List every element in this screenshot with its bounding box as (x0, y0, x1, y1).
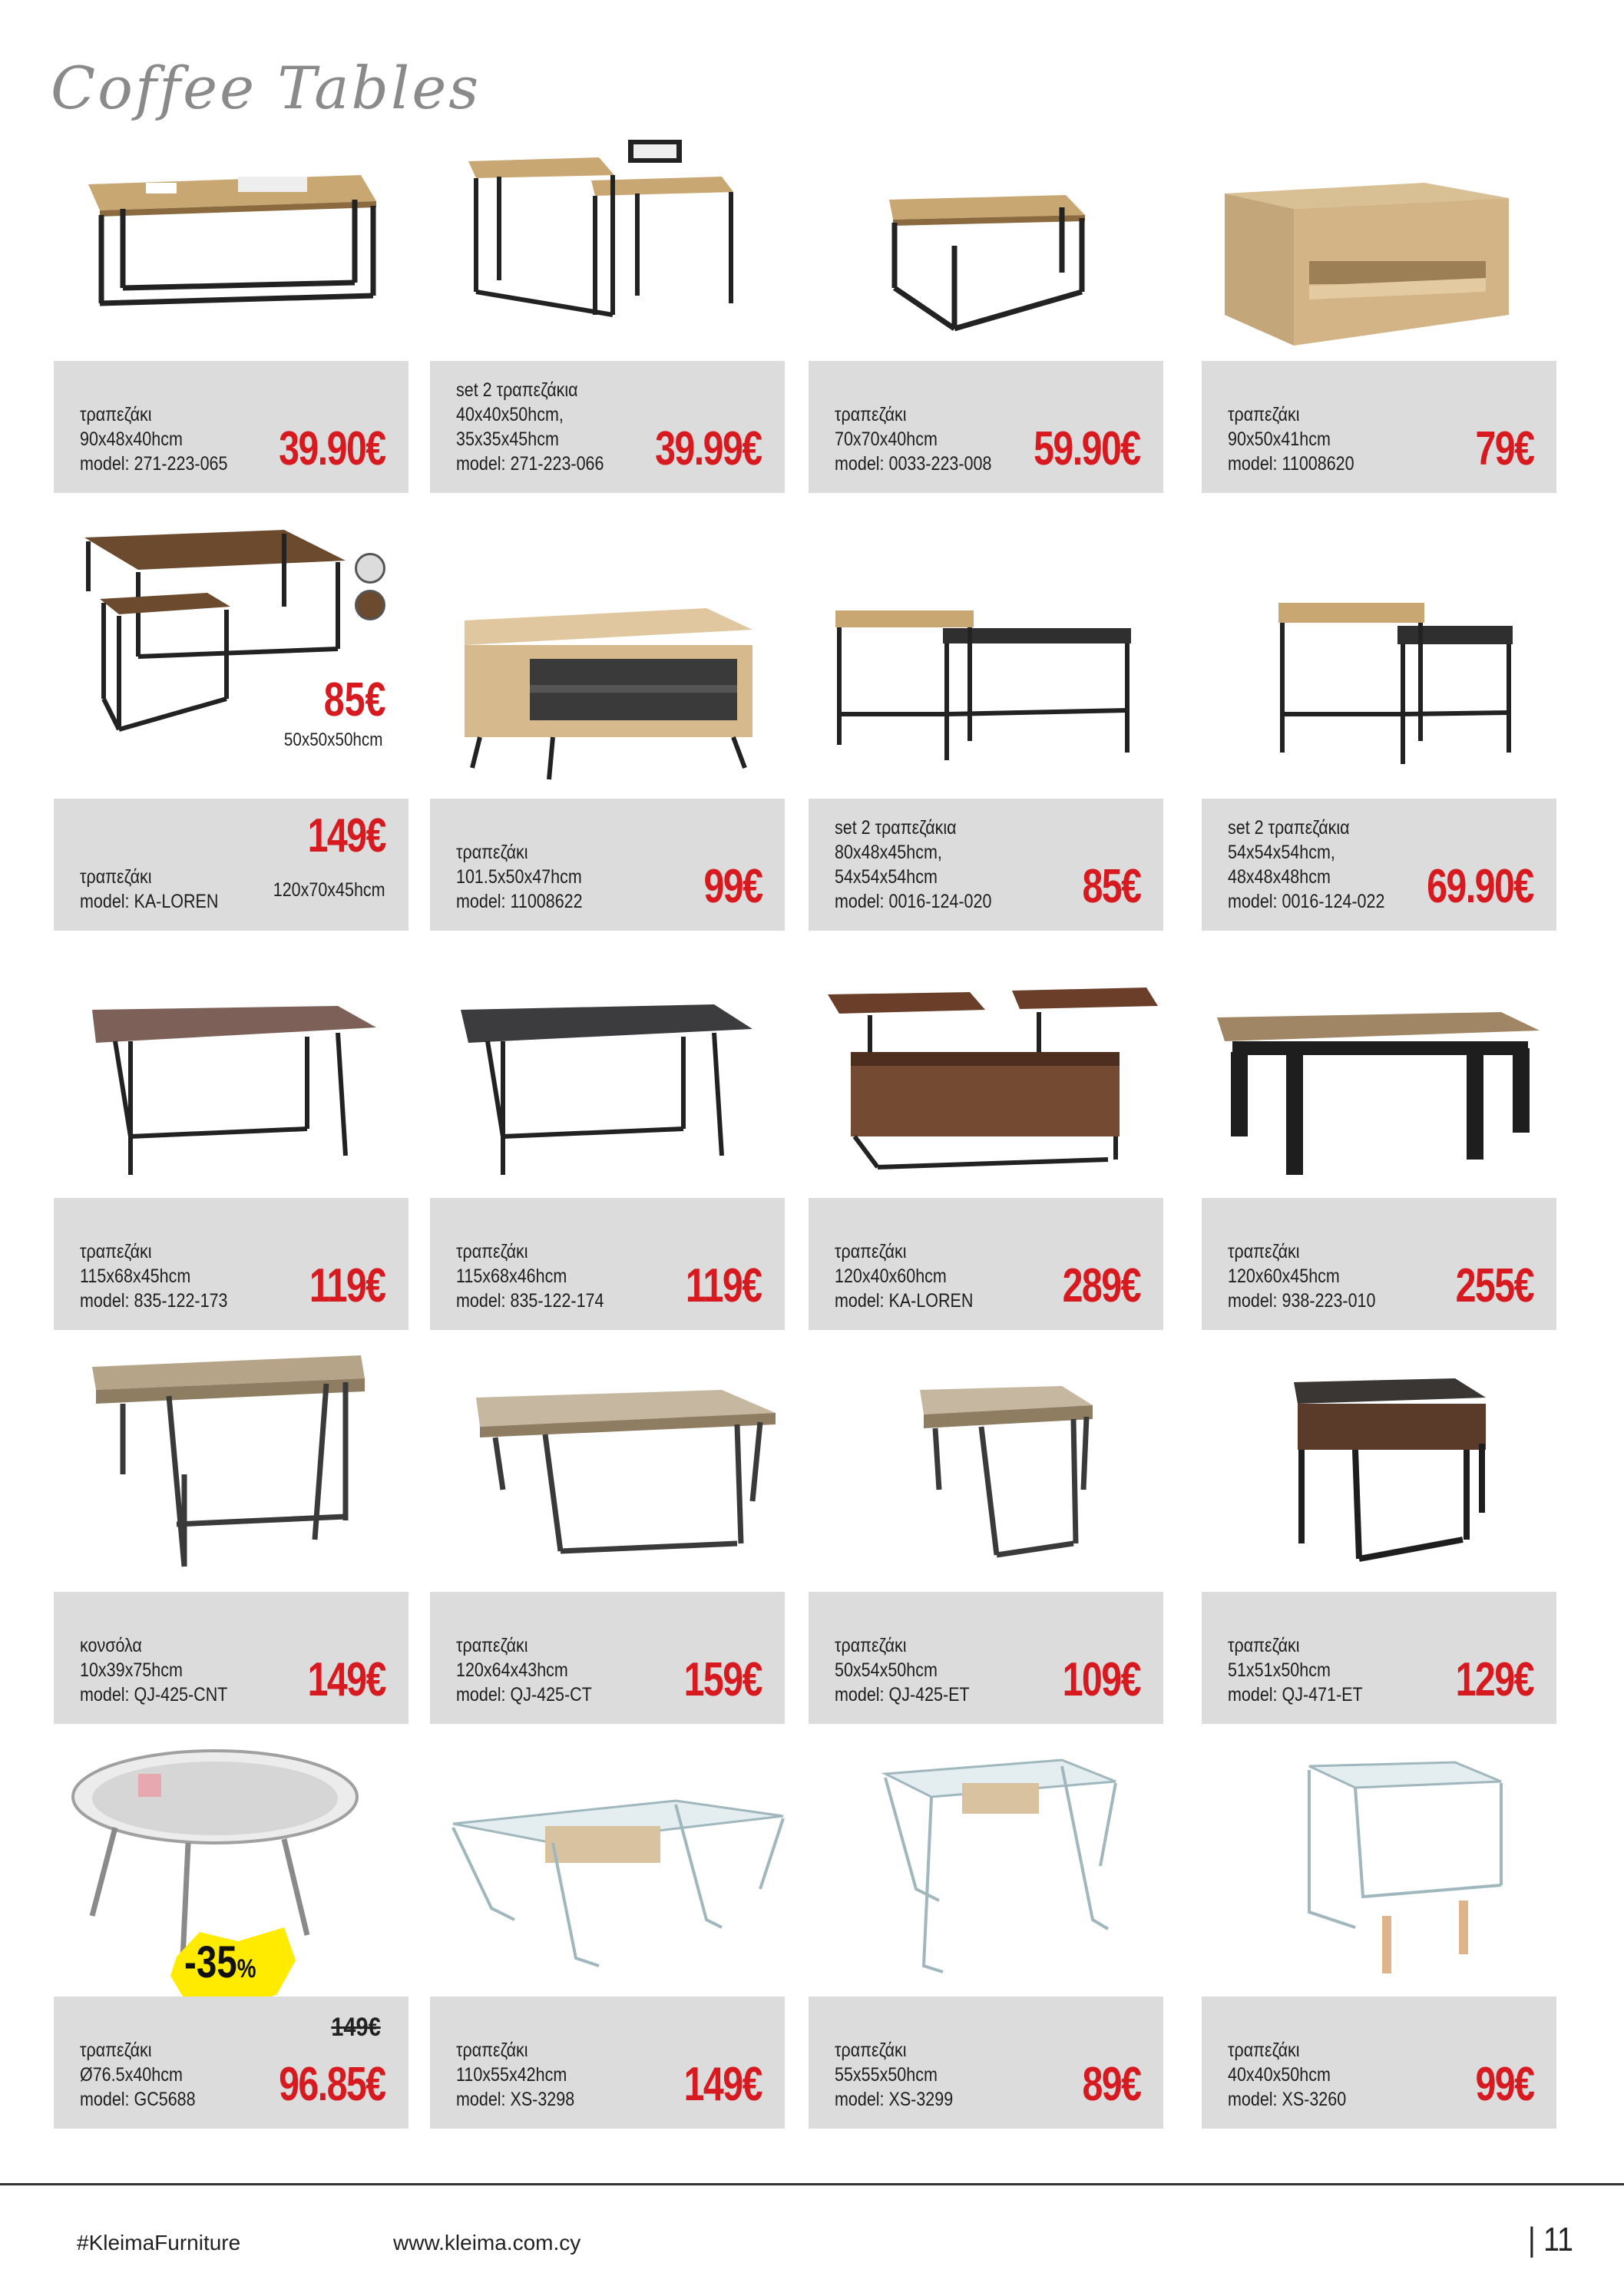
product-price: 69.90€ (1427, 860, 1533, 913)
product-description: τραπεζάκι 90x50x41hcm model: 11008620 (1228, 404, 1354, 475)
product-price: 119€ (309, 1259, 385, 1312)
product-price: 99€ (703, 860, 762, 913)
side-table-dims: 50x50x50hcm (283, 729, 382, 750)
product-price: 89€ (1081, 2058, 1140, 2111)
product-description: τραπεζάκι 120x60x45hcm model: 938-223-010 (1228, 1241, 1376, 1312)
product-description: set 2 τραπεζάκια 80x48x45hcm, 54x54x54hcm model: 0016-124-020 (835, 817, 992, 912)
product-price: 129€ (1455, 1653, 1533, 1706)
wooden-table-icon (1202, 138, 1556, 361)
table-set-icon (54, 522, 408, 799)
stone-side-table-icon (809, 1336, 1163, 1592)
rect-table-icon (54, 138, 408, 361)
product-info-panel (809, 1198, 1163, 1330)
product-description: τραπεζάκι 101.5x50x47hcm model: 11008622 (456, 842, 583, 912)
product-description: τραπεζάκι 40x40x50hcm model: XS-3260 (1228, 2040, 1347, 2110)
product-description: τραπεζάκι 55x55x50hcm model: XS-3299 (835, 2040, 954, 2110)
tv-table-icon (430, 522, 785, 799)
product-price: 79€ (1474, 422, 1533, 475)
product-description: τραπεζάκι 70x70x40hcm model: 0033-223-008 (835, 404, 992, 475)
product-description: τραπεζάκι Ø76.5x40hcm model: GC5688 (80, 2040, 196, 2110)
product-info-panel (430, 1997, 785, 2129)
page-number: | 11 (1528, 2221, 1573, 2258)
page-title: Coffee Tables (51, 54, 481, 122)
marble-black-table-icon (430, 952, 785, 1198)
marble-brown-table-icon (54, 952, 408, 1198)
stone-table-icon (430, 1336, 785, 1592)
product-description: set 2 τραπεζάκια 40x40x50hcm, 35x35x45hcm model: 271-223-066 (456, 379, 604, 475)
product-info-panel (809, 799, 1163, 931)
product-price: 96.85€ (279, 2058, 385, 2111)
side-table-price: 85€ (323, 673, 385, 726)
product-description: τραπεζάκι 120x40x60hcm model: KA-LOREN (835, 1241, 974, 1312)
product-description: τραπεζάκι model: KA-LOREN (80, 866, 219, 912)
product-info-panel (809, 361, 1163, 493)
product-dims: 120x70x45hcm (273, 879, 385, 901)
nesting-tables-icon (430, 138, 785, 361)
product-info-panel (1202, 799, 1556, 931)
product-info-panel (1202, 1997, 1556, 2129)
product-info-panel (430, 1198, 785, 1330)
product-info-panel (430, 1592, 785, 1724)
product-price: 39.90€ (279, 422, 385, 475)
product-info-panel (430, 799, 785, 931)
product-price: 255€ (1455, 1259, 1533, 1312)
glass-side-table-icon (809, 1728, 1163, 1997)
product-price: 149€ (307, 1653, 385, 1706)
lift-top-table-icon (809, 952, 1163, 1198)
product-price: 85€ (1081, 860, 1140, 913)
product-price: 99€ (1474, 2058, 1533, 2111)
product-info-panel (54, 361, 408, 493)
old-price: 149€ (331, 2013, 381, 2042)
product-description: τραπεζάκι 120x64x43hcm model: QJ-425-CT (456, 1635, 592, 1705)
product-info-panel (54, 1198, 408, 1330)
glass-cube-table-icon (1202, 1728, 1556, 1997)
product-info-panel (1202, 361, 1556, 493)
product-description: τραπεζάκι 110x55x42hcm model: XS-3298 (456, 2040, 575, 2110)
product-info-panel (430, 361, 785, 493)
product-info-panel (54, 1592, 408, 1724)
round-mirror-table-icon (54, 1728, 408, 1997)
console-icon (54, 1336, 408, 1592)
product-price: 159€ (683, 1653, 762, 1706)
product-info-panel (54, 799, 408, 931)
product-price: 109€ (1062, 1653, 1140, 1706)
product-description: τραπεζάκι 90x48x40hcm model: 271-223-065 (80, 404, 228, 475)
square-table-icon (809, 138, 1163, 361)
product-info-panel (54, 1997, 408, 2129)
discount-value: -35 (184, 1937, 237, 1987)
product-info-panel (809, 1592, 1163, 1724)
footer-divider (0, 2183, 1624, 2185)
product-price: 119€ (686, 1259, 762, 1312)
product-description: τραπεζάκι 50x54x50hcm model: QJ-425-ET (835, 1635, 970, 1705)
product-info-panel (809, 1997, 1163, 2129)
product-price: 289€ (1062, 1259, 1140, 1312)
product-info-panel (1202, 1198, 1556, 1330)
product-description: set 2 τραπεζάκια 54x54x54hcm, 48x48x48hcm model: 0016-124-022 (1228, 817, 1385, 912)
turned-leg-table-icon (1202, 952, 1556, 1198)
product-description: τραπεζάκι 51x51x50hcm model: QJ-471-ET (1228, 1635, 1363, 1705)
two-tables-icon (809, 522, 1163, 799)
footer-hashtag[interactable]: #KleimaFurniture (77, 2231, 241, 2255)
product-description: τραπεζάκι 115x68x46hcm model: 835-122-174 (456, 1241, 604, 1312)
color-swatch-grey[interactable] (355, 553, 385, 584)
product-price: 39.99€ (655, 422, 762, 475)
product-info-panel (1202, 1592, 1556, 1724)
product-description: τραπεζάκι 115x68x45hcm model: 835-122-173 (80, 1241, 228, 1312)
product-price: 59.90€ (1034, 422, 1140, 475)
two-tables-small-icon (1202, 522, 1556, 799)
drawer-side-table-icon (1202, 1336, 1556, 1592)
product-price: 149€ (307, 809, 385, 862)
product-price: 149€ (683, 2058, 762, 2111)
discount-unit: % (236, 1954, 256, 1983)
color-swatch-brown[interactable] (355, 590, 385, 620)
product-description: κονσόλα 10x39x75hcm model: QJ-425-CNT (80, 1635, 228, 1705)
glass-table-icon (430, 1728, 785, 1997)
footer-url[interactable]: www.kleima.com.cy (393, 2231, 581, 2255)
